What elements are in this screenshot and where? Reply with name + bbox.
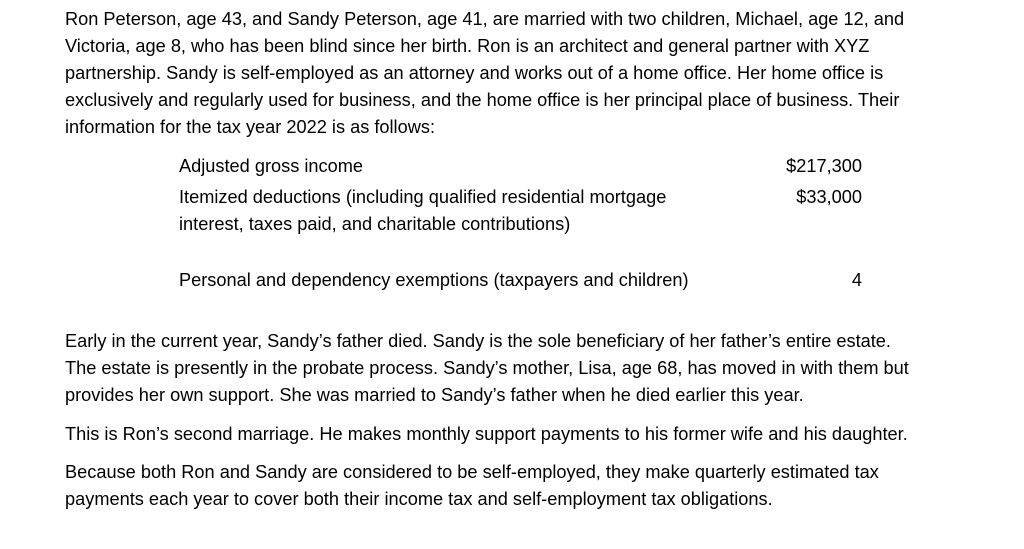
text-line: The estate is presently in the probate process. Sandy’s mother, Lisa, age 68, has moved in with them but xyxy=(65,358,909,378)
row-label-agi: Adjusted gross income xyxy=(179,156,363,176)
intro-paragraph xyxy=(65,6,904,141)
text-line: provides her own support. She was married to Sandy’s father when he died earlier this year. xyxy=(65,385,804,405)
row-label-exemptions: Personal and dependency exemptions (taxpayers and children) xyxy=(179,270,689,290)
text-line: Early in the current year, Sandy’s father died. Sandy is the sole beneficiary of her father’s entire estate. xyxy=(65,331,891,351)
text-line: exclusively and regularly used for business, and the home office is her principal place of business. Their xyxy=(65,90,900,110)
text-line: This is Ron’s second marriage. He makes monthly support payments to his former wife and his daughter. xyxy=(65,424,908,444)
text-line: information for the tax year 2022 is as follows: xyxy=(65,117,435,137)
row-value-agi: $217,300 xyxy=(786,156,862,176)
row-value-itemized: $33,000 xyxy=(796,187,862,207)
text-line: payments each year to cover both their income tax and self-employment tax obligations. xyxy=(65,489,773,509)
estate-paragraph xyxy=(65,328,909,409)
row-label-itemized-cont: interest, taxes paid, and charitable contributions) xyxy=(179,214,571,234)
marriage-paragraph xyxy=(65,421,908,448)
text-line: Because both Ron and Sandy are considered to be self-employed, they make quarterly estimated tax xyxy=(65,462,879,482)
row-label-itemized: Itemized deductions (including qualified residential mortgage xyxy=(179,187,667,207)
text-line: partnership. Sandy is self-employed as an attorney and works out of a home office. Her home office is xyxy=(65,63,884,83)
estimated-tax-paragraph xyxy=(65,459,879,513)
row-value-exemptions: 4 xyxy=(851,270,862,290)
text-line: Ron Peterson, age 43, and Sandy Peterson, age 41, are married with two children, Michael, age 12, and xyxy=(65,9,905,29)
text-line: Victoria, age 8, who has been blind since her birth. Ron is an architect and general partner with XYZ xyxy=(65,36,870,56)
